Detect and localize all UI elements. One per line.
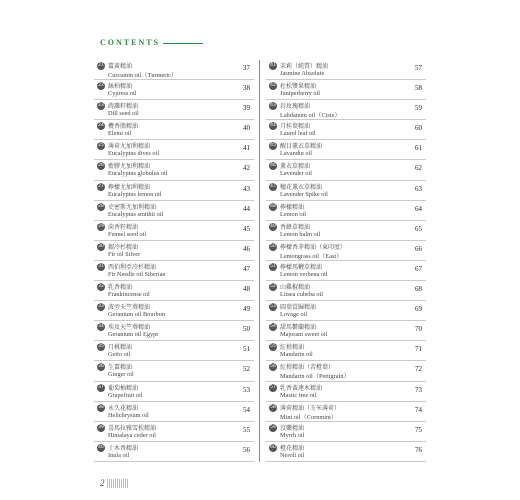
entry-chinese-title: 薑黃精油 <box>108 63 133 70</box>
entry-number-badge: 49 <box>270 223 276 229</box>
entry-chinese-title: 茴香籽精油 <box>108 223 139 231</box>
toc-entry <box>94 341 254 361</box>
toc-entry <box>266 341 426 361</box>
entry-chinese-title: 銀冷杉精油 <box>108 243 139 251</box>
entry-page-number: 60 <box>415 124 422 133</box>
entry-page-number: 53 <box>243 385 250 394</box>
entry-page-number: 75 <box>415 425 422 434</box>
entry-number-badge: 30 <box>98 243 104 249</box>
entry-chinese-title: 波旁天竺葵精油 <box>108 304 151 312</box>
toc-entry <box>94 361 254 381</box>
entry-page-number: 50 <box>243 325 250 334</box>
entry-english-title: Lemon balm oil <box>280 230 321 238</box>
entry-number-badge: 42 <box>270 83 276 89</box>
entry-number-badge: 43 <box>270 103 276 109</box>
entry-number-badge: 32 <box>98 284 104 290</box>
entry-number-badge: 44 <box>270 123 276 129</box>
entry-number-badge: 27 <box>98 183 104 189</box>
entry-chinese-title: 藍膠尤加利精油 <box>108 163 151 171</box>
toc-entry <box>266 442 426 462</box>
toc-entry <box>94 321 254 341</box>
entry-number-badge: 54 <box>270 324 276 330</box>
entry-chinese-title: 月桃精油 <box>108 344 133 352</box>
toc-entry <box>266 60 426 80</box>
toc-entry <box>266 281 426 301</box>
entry-english-title: Elemi oil <box>108 130 132 138</box>
entry-number-badge: 56 <box>270 364 276 370</box>
entry-number-badge: 24 <box>98 123 104 129</box>
entry-english-title: Ginger oil <box>108 371 134 379</box>
entry-page-number: 61 <box>415 144 422 153</box>
entry-english-title: Majoram sweet oil <box>280 331 328 339</box>
entry-number-badge: 59 <box>270 424 276 430</box>
entry-english-title: Juniperberry oil <box>280 90 321 98</box>
page-number: 2 <box>100 478 105 488</box>
entry-number-badge: 39 <box>98 424 104 430</box>
entry-page-number: 52 <box>243 365 250 374</box>
toc-entry <box>94 100 254 120</box>
header-rule <box>163 43 203 44</box>
toc-entry <box>94 140 254 160</box>
entry-page-number: 73 <box>415 385 422 394</box>
entry-chinese-title: 蒔蘿籽精油 <box>108 103 139 111</box>
entry-number-badge: 53 <box>270 304 276 310</box>
entry-page-number: 44 <box>243 204 250 213</box>
entry-chinese-title: 埃及天竺葵精油 <box>108 324 151 332</box>
entry-english-title: Lavender oil <box>280 170 312 178</box>
entry-page-number: 71 <box>415 345 422 354</box>
entry-page-number: 67 <box>415 264 422 273</box>
toc-entry <box>266 80 426 100</box>
entry-number-badge: 21 <box>98 63 104 68</box>
entry-page-number: 58 <box>415 84 422 93</box>
toc-entry <box>94 281 254 301</box>
entry-chinese-title: 橙花精油 <box>280 444 305 452</box>
toc-entry <box>266 422 426 442</box>
toc-entry <box>94 221 254 241</box>
entry-english-title: Mastic tree oil <box>280 391 317 399</box>
toc-entry <box>94 241 254 261</box>
contents-title: CONTENTS <box>100 38 161 47</box>
entry-number-badge: 33 <box>98 304 104 310</box>
entry-chinese-title: 醒目薰衣草精油 <box>280 143 323 151</box>
entry-number-badge: 52 <box>270 284 276 290</box>
toc-entry <box>94 422 254 442</box>
page-footer <box>100 478 129 488</box>
entry-page-number: 62 <box>415 164 422 173</box>
entry-number-badge: 51 <box>270 263 276 269</box>
entry-english-title: Jasmine Absolute <box>280 70 325 77</box>
entry-english-title: Grapefruit oil <box>108 391 143 399</box>
entry-chinese-title: 薰衣草精油 <box>280 163 311 171</box>
toc-entry <box>266 382 426 402</box>
entry-chinese-title: 乳香黃連木精油 <box>280 384 323 392</box>
entry-page-number: 41 <box>243 144 250 153</box>
toc-entry <box>266 402 426 422</box>
toc-entry <box>266 301 426 321</box>
entry-english-title: Labdanum oil（Ciste） <box>280 112 341 120</box>
toc-entry <box>266 241 426 261</box>
entry-number-badge: 26 <box>98 163 104 169</box>
entry-chinese-title: 紅柑精油 <box>280 344 305 352</box>
entry-chinese-title: 月桂葉精油 <box>280 123 311 131</box>
entry-number-badge: 38 <box>98 404 104 410</box>
entry-english-title: Geranium oil Bourbon <box>108 311 166 319</box>
entry-page-number: 72 <box>415 365 422 374</box>
entry-page-number: 43 <box>243 184 250 193</box>
entry-chinese-title: 葡萄柚精油 <box>108 384 139 392</box>
entry-english-title: Mint oil（Cornmint） <box>280 413 338 421</box>
entry-number-badge: 25 <box>98 143 104 149</box>
entry-chinese-title: 史密斯尤加利精油 <box>108 203 157 211</box>
entry-chinese-title: 杜松漿果精油 <box>280 83 317 91</box>
entry-page-number: 54 <box>243 405 250 414</box>
toc-entry <box>94 261 254 281</box>
entry-chinese-title: 喜馬拉雅雪松精油 <box>108 424 157 432</box>
entry-english-title: Frankincense oil <box>108 291 150 299</box>
entry-english-title: Lemongrass oil（East） <box>280 252 343 260</box>
entry-page-number: 69 <box>415 305 422 314</box>
entry-page-number: 64 <box>415 204 422 213</box>
entry-english-title: Fir oil Silver <box>108 250 141 258</box>
entry-english-title: Fir Needle oil Siberian <box>108 270 166 278</box>
toc-column-right <box>266 60 426 462</box>
entry-page-number: 39 <box>243 104 250 113</box>
toc-entry <box>266 160 426 180</box>
toc-entry <box>94 402 254 422</box>
entry-english-title: Getto oil <box>108 351 131 359</box>
entry-page-number: 49 <box>243 305 250 314</box>
entry-chinese-title: 西伯利亞冷杉精油 <box>108 263 157 271</box>
toc-entry <box>94 382 254 402</box>
entry-number-badge: 57 <box>270 384 276 390</box>
toc-entry <box>94 80 254 100</box>
entry-english-title: Cypress oil <box>108 90 137 98</box>
entry-number-badge: 48 <box>270 203 276 209</box>
toc-entry <box>94 201 254 221</box>
entry-chinese-title: 薄荷精油（玉米薄荷） <box>280 404 341 412</box>
entry-english-title: Litsea cubeba oil <box>280 291 324 299</box>
entry-page-number: 42 <box>243 164 250 173</box>
entry-english-title: Eucalyptus globulus oil <box>108 170 168 178</box>
entry-english-title: Lovage oil <box>280 311 308 319</box>
entry-number-badge: 58 <box>270 404 276 410</box>
entry-page-number: 51 <box>243 345 250 354</box>
entry-number-badge: 55 <box>270 344 276 350</box>
entry-page-number: 66 <box>415 244 422 253</box>
entry-chinese-title: 甜馬鬱蘭精油 <box>280 324 317 332</box>
toc-entry <box>266 120 426 140</box>
entry-english-title: Lemon oil <box>280 210 307 218</box>
entry-page-number: 70 <box>415 325 422 334</box>
entry-number-badge: 40 <box>98 444 104 450</box>
toc-column-left <box>94 60 254 462</box>
toc-entry <box>266 361 426 381</box>
entry-chinese-title: 岩玫瑰精油 <box>280 103 311 111</box>
entry-english-title: Fennel seed oil <box>108 230 147 238</box>
entry-english-title: Eucalyptus smithii oil <box>108 210 164 218</box>
entry-page-number: 47 <box>243 264 250 273</box>
entry-english-title: Myrrh oil <box>280 431 305 439</box>
entry-page-number: 48 <box>243 285 250 294</box>
entry-english-title: Lemon verbena oil <box>280 270 328 278</box>
toc-entry <box>266 221 426 241</box>
entry-number-badge: 28 <box>98 203 104 209</box>
toc-entry <box>94 160 254 180</box>
entry-number-badge: 31 <box>98 263 104 269</box>
entry-page-number: 45 <box>243 224 250 233</box>
entry-page-number: 55 <box>243 425 250 434</box>
toc-entry <box>94 301 254 321</box>
entry-chinese-title: 檸檬精油 <box>280 203 305 211</box>
entry-chinese-title: 香蜂草精油 <box>280 223 311 231</box>
entry-page-number: 74 <box>415 405 422 414</box>
entry-page-number: 76 <box>415 445 422 454</box>
entry-chinese-title: 檸檬馬鞭草精油 <box>280 263 323 271</box>
toc-entry <box>94 60 254 80</box>
entry-english-title: Curcumin oil（Turmeric） <box>108 72 178 79</box>
toc-entry <box>266 201 426 221</box>
entry-english-title: Inula oil <box>108 451 130 459</box>
entry-english-title: Eucalyptus lemon oil <box>108 190 162 198</box>
entry-chinese-title: 生薑精油 <box>108 364 133 372</box>
entry-chinese-title: 檸檬尤加利精油 <box>108 183 151 191</box>
toc-entry <box>266 321 426 341</box>
entry-number-badge: 29 <box>98 223 104 229</box>
entry-number-badge: 35 <box>98 344 104 350</box>
entry-number-badge: 23 <box>98 103 104 109</box>
entry-number-badge: 45 <box>270 143 276 149</box>
column-divider <box>259 60 260 462</box>
entry-page-number: 38 <box>243 84 250 93</box>
entry-number-badge: 47 <box>270 183 276 189</box>
entry-chinese-title: 圓葉當歸精油 <box>280 304 317 312</box>
entry-english-title: Mandarin oil <box>280 351 313 359</box>
entry-page-number: 65 <box>415 224 422 233</box>
entry-number-badge: 22 <box>98 83 104 89</box>
entry-english-title: Dill seed oil <box>108 110 139 118</box>
entry-english-title: Mandarin oil（Petitgrain） <box>280 373 350 381</box>
entry-page-number: 57 <box>415 64 422 72</box>
entry-chinese-title: 薄荷尤加利精油 <box>108 143 151 151</box>
page-header <box>100 38 203 47</box>
entry-page-number: 59 <box>415 104 422 113</box>
entry-number-badge: 46 <box>270 163 276 169</box>
entry-page-number: 63 <box>415 184 422 193</box>
entry-number-badge: 41 <box>270 63 276 68</box>
entry-page-number: 56 <box>243 445 250 454</box>
entry-number-badge: 60 <box>270 444 276 450</box>
entry-number-badge: 50 <box>270 243 276 249</box>
entry-chinese-title: 穗花薰衣草精油 <box>280 183 323 191</box>
entry-page-number: 40 <box>243 124 250 133</box>
entry-chinese-title: 檸檬香茅精油（東印度） <box>280 243 347 251</box>
entry-english-title: Himalaya ceder oil <box>108 431 156 439</box>
entry-chinese-title: 土木香精油 <box>108 444 139 452</box>
entry-chinese-title: 欖香脂精油 <box>108 123 139 131</box>
toc-entry <box>266 100 426 120</box>
entry-number-badge: 34 <box>98 324 104 330</box>
entry-page-number: 46 <box>243 244 250 253</box>
entry-english-title: Lavandin oil <box>280 150 313 158</box>
entry-english-title: Lavender Spike oil <box>280 190 328 198</box>
entry-chinese-title: 沒藥精油 <box>280 424 305 432</box>
entry-english-title: Geranium oil Egypt <box>108 331 159 339</box>
entry-chinese-title: 絲柏精油 <box>108 83 133 91</box>
entry-chinese-title: 乳香精油 <box>108 284 133 292</box>
entry-page-number: 37 <box>243 64 250 72</box>
entry-chinese-title: 紅柑精油（苦橙葉） <box>280 364 335 372</box>
entry-chinese-title: 茉莉（純質）精油 <box>280 63 329 70</box>
toc-entry <box>266 261 426 281</box>
entry-number-badge: 36 <box>98 364 104 370</box>
entry-english-title: Neroli oil <box>280 451 305 459</box>
entry-chinese-title: 永久花精油 <box>108 404 139 412</box>
footer-decoration <box>107 479 129 488</box>
table-of-contents <box>94 60 422 462</box>
entry-english-title: Laurel leaf oil <box>280 130 316 138</box>
entry-number-badge: 37 <box>98 384 104 390</box>
entry-chinese-title: 山雞椒精油 <box>280 284 311 292</box>
entry-english-title: Helichrysum oil <box>108 411 149 419</box>
toc-entry <box>266 181 426 201</box>
entry-page-number: 68 <box>415 285 422 294</box>
toc-entry <box>94 120 254 140</box>
toc-entry <box>266 140 426 160</box>
entry-english-title: Eucalyptus dives oil <box>108 150 160 158</box>
toc-entry <box>94 442 254 462</box>
toc-entry <box>94 181 254 201</box>
